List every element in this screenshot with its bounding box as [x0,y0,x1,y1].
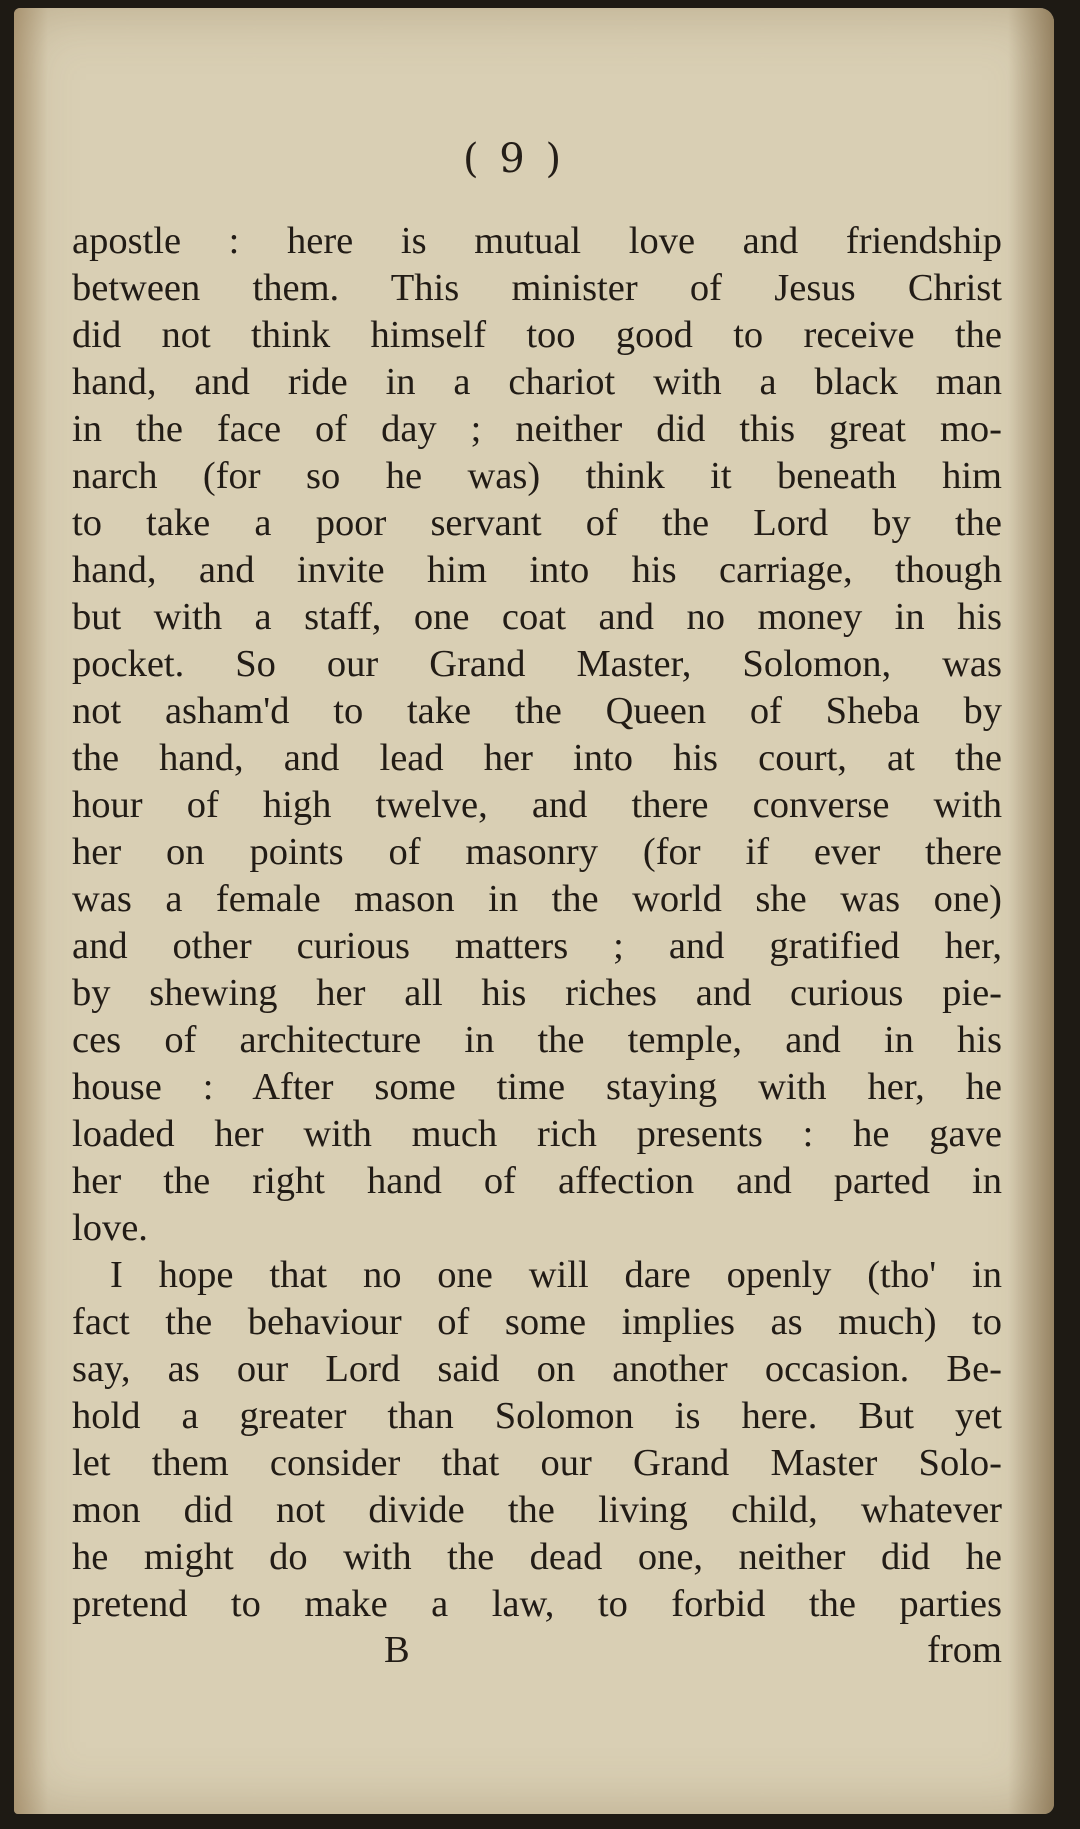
paragraph-start-line: I hope that no one will dare openly (tho' in [110,1254,1002,1296]
text-line: he might do with the dead one, neither did he [72,1536,1002,1578]
text-line: say, as our Lord said on another occasion. Be- [72,1348,1002,1390]
page-number: ( 9 ) [462,136,566,182]
text-line: hand, and ride in a chariot with a black man [72,361,1002,403]
text-line: fact the behaviour of some implies as much) to [72,1301,1002,1343]
text-line: by shewing her all his riches and curious pie- [72,972,1002,1014]
text-line: and other curious matters ; and gratified her, [72,925,1002,967]
signature-mark: B [384,1629,410,1671]
text-line: between them. This minister of Jesus Christ [72,267,1002,309]
text-line: her on points of masonry (for if ever there [72,831,1002,873]
text-line: narch (for so he was) think it beneath him [72,455,1002,497]
text-line: ces of architecture in the temple, and in his [72,1019,1002,1061]
text-line: apostle : here is mutual love and friendship [72,220,1002,262]
paragraph-end-line: love. [72,1207,148,1249]
text-line: the hand, and lead her into his court, at the [72,737,1002,779]
book-page [14,8,1054,1814]
page-footer [72,1628,1002,1675]
text-line: not asham'd to take the Queen of Sheba by [72,690,1002,732]
text-line: loaded her with much rich presents : he gave [72,1113,1002,1155]
text-line: did not think himself too good to receive the [72,314,1002,356]
text-line: her the right hand of affection and parted in [72,1160,1002,1202]
text-line: in the face of day ; neither did this great mo- [72,408,1002,450]
text-line: mon did not divide the living child, whatever [72,1489,1002,1531]
text-line: house : After some time staying with her, he [72,1066,1002,1108]
catchword: from [927,1629,1002,1671]
text-line: hand, and invite him into his carriage, though [72,549,1002,591]
text-line: pocket. So our Grand Master, Solomon, was [72,643,1002,685]
text-line: hour of high twelve, and there converse with [72,784,1002,826]
page-shadow-right [1008,8,1054,1814]
text-line: to take a poor servant of the Lord by the [72,502,1002,544]
text-line: but with a staff, one coat and no money in his [72,596,1002,638]
text-line: was a female mason in the world she was one) [72,878,1002,920]
page-shadow-left [14,8,48,1814]
body-text [72,218,1002,1628]
text-line: pretend to make a law, to forbid the parties [72,1583,1002,1625]
text-line: hold a greater than Solomon is here. But yet [72,1395,1002,1437]
text-line: let them consider that our Grand Master Solo- [72,1442,1002,1484]
